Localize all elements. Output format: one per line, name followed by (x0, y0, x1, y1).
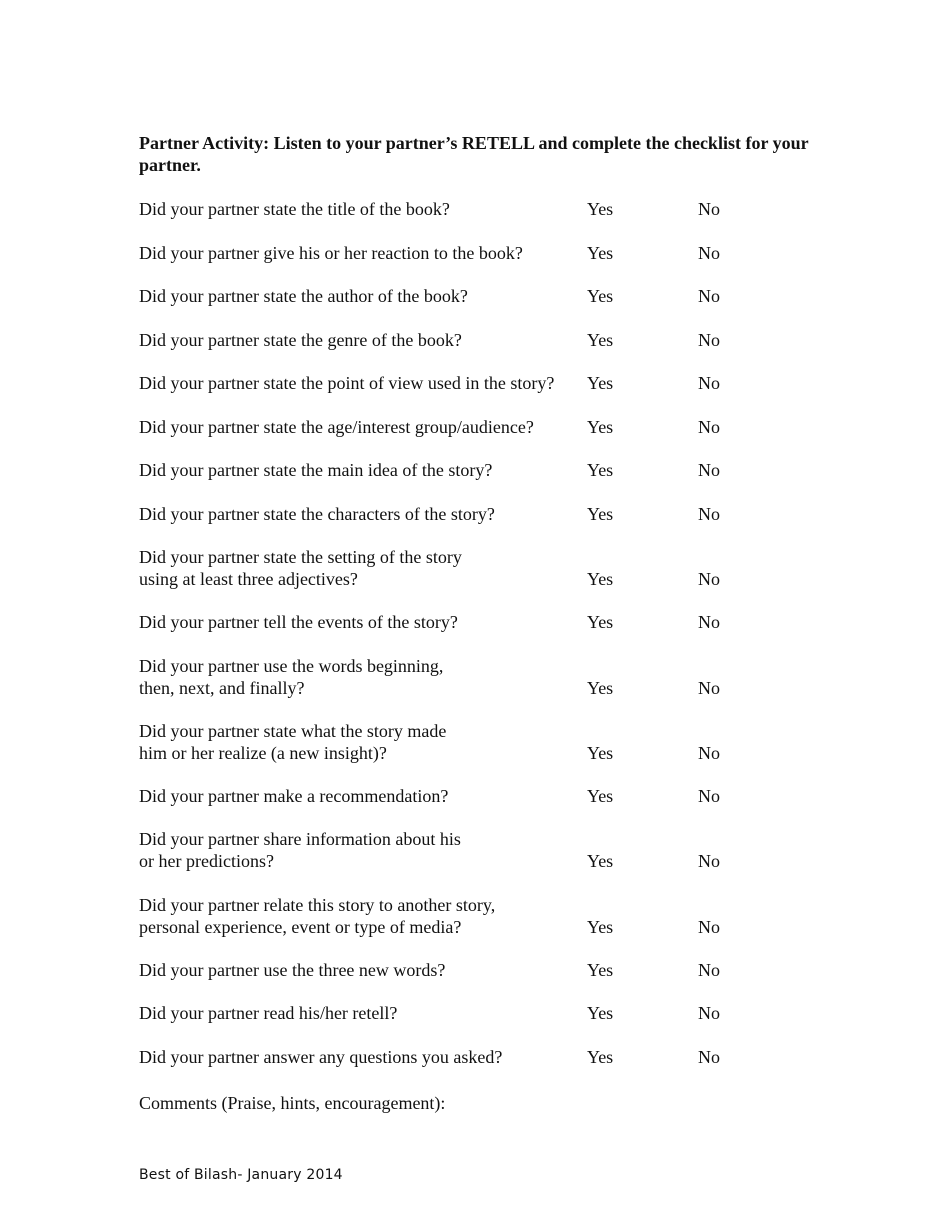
checklist-question: Did your partner state the setting of the story using at least three adjectives? (139, 547, 462, 589)
yes-option[interactable]: Yes (587, 1047, 614, 1067)
no-option[interactable]: No (698, 1003, 720, 1023)
no-option[interactable]: No (698, 743, 720, 763)
checklist-question: Did your partner tell the events of the story? (139, 612, 458, 632)
checklist-question: Did your partner relate this story to another story, personal experience, event or type of media? (139, 895, 496, 937)
yes-option[interactable]: Yes (587, 743, 614, 763)
checklist-question: Did your partner make a recommendation? (139, 786, 449, 806)
footer-credit: Best of Bilash- January 2014 (139, 1167, 343, 1183)
no-option[interactable]: No (698, 460, 720, 480)
checklist-question: Did your partner read his/her retell? (139, 1003, 398, 1023)
yes-option[interactable]: Yes (587, 1003, 614, 1023)
checklist-question: Did your partner state the age/interest group/audience? (139, 417, 534, 437)
activity-heading: Partner Activity: Listen to your partner’s RETELL and complete the checklist for your partner. (139, 133, 809, 175)
no-option[interactable]: No (698, 569, 720, 589)
yes-option[interactable]: Yes (587, 199, 614, 219)
yes-option[interactable]: Yes (587, 286, 614, 306)
no-option[interactable]: No (698, 960, 720, 980)
yes-option[interactable]: Yes (587, 678, 614, 698)
yes-option[interactable]: Yes (587, 851, 614, 871)
checklist-question: Did your partner state what the story made him or her realize (a new insight)? (139, 721, 447, 763)
no-option[interactable]: No (698, 504, 720, 524)
checklist-question: Did your partner state the characters of the story? (139, 504, 495, 524)
no-option[interactable]: No (698, 917, 720, 937)
comments-label: Comments (Praise, hints, encouragement): (139, 1093, 446, 1113)
yes-option[interactable]: Yes (587, 960, 614, 980)
no-option[interactable]: No (698, 612, 720, 632)
no-option[interactable]: No (698, 851, 720, 871)
yes-option[interactable]: Yes (587, 917, 614, 937)
no-option[interactable]: No (698, 286, 720, 306)
no-option[interactable]: No (698, 373, 720, 393)
yes-option[interactable]: Yes (587, 330, 614, 350)
no-option[interactable]: No (698, 199, 720, 219)
checklist-question: Did your partner use the words beginning, then, next, and finally? (139, 656, 444, 698)
checklist-question: Did your partner share information about his or her predictions? (139, 829, 461, 871)
checklist-question: Did your partner state the point of view used in the story? (139, 373, 555, 393)
checklist-question: Did your partner state the title of the book? (139, 199, 450, 219)
yes-option[interactable]: Yes (587, 243, 614, 263)
no-option[interactable]: No (698, 786, 720, 806)
checklist-question: Did your partner use the three new words? (139, 960, 446, 980)
checklist-question: Did your partner state the main idea of the story? (139, 460, 493, 480)
checklist-question: Did your partner state the genre of the book? (139, 330, 462, 350)
checklist-question: Did your partner answer any questions you asked? (139, 1047, 503, 1067)
no-option[interactable]: No (698, 330, 720, 350)
checklist-question: Did your partner give his or her reaction to the book? (139, 243, 523, 263)
no-option[interactable]: No (698, 678, 720, 698)
no-option[interactable]: No (698, 1047, 720, 1067)
yes-option[interactable]: Yes (587, 460, 614, 480)
yes-option[interactable]: Yes (587, 569, 614, 589)
no-option[interactable]: No (698, 417, 720, 437)
yes-option[interactable]: Yes (587, 504, 614, 524)
yes-option[interactable]: Yes (587, 786, 614, 806)
no-option[interactable]: No (698, 243, 720, 263)
yes-option[interactable]: Yes (587, 612, 614, 632)
yes-option[interactable]: Yes (587, 373, 614, 393)
yes-option[interactable]: Yes (587, 417, 614, 437)
checklist-question: Did your partner state the author of the book? (139, 286, 468, 306)
